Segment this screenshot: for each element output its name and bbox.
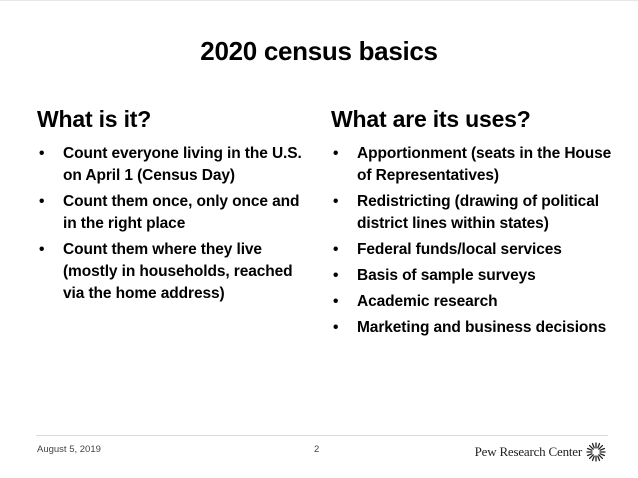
right-column (331, 105, 613, 343)
bullet-dot: • (39, 145, 45, 162)
bullet-dot: • (39, 241, 45, 258)
left-column (37, 105, 317, 309)
bullet-text: Count them once, only once and in the right place (63, 193, 300, 232)
left-bullet-list (37, 143, 317, 305)
bullet-text: Count them where they live (mostly in households, reached via the home address) (63, 241, 293, 302)
footer-divider (36, 435, 608, 436)
slide-title: 2020 census basics (200, 36, 438, 66)
bullet-dot: • (333, 319, 339, 336)
bullet-dot: • (39, 193, 45, 210)
bullet-text: Marketing and business decisions (357, 319, 607, 336)
bullet-text: Redistricting (drawing of political district lines within states) (357, 193, 599, 232)
bullet-dot: • (333, 293, 339, 310)
bullet-item (331, 191, 613, 235)
bullet-text: Academic research (357, 293, 498, 310)
page-number: 2 (314, 444, 320, 455)
right-column-heading: What are its uses? (331, 106, 531, 132)
left-column-heading: What is it? (37, 106, 152, 132)
bullet-item (331, 143, 613, 187)
bullet-dot: • (333, 267, 339, 284)
bullet-text: Apportionment (seats in the House of Representatives) (357, 145, 612, 184)
right-bullet-list (331, 143, 613, 339)
sunburst-logo-icon (586, 442, 606, 462)
bullet-dot: • (333, 193, 339, 210)
bullet-text: Basis of sample surveys (357, 267, 536, 284)
bullet-item (37, 239, 317, 305)
bullet-item (37, 191, 317, 235)
bullet-item (331, 239, 613, 261)
brand-name: Pew Research Center (474, 444, 582, 459)
bullet-text: Count everyone living in the U.S. on April 1 (Census Day) (63, 145, 302, 184)
bullet-item (331, 265, 613, 287)
bullet-text: Federal funds/local services (357, 241, 562, 258)
bullet-dot: • (333, 145, 339, 162)
footer-date: August 5, 2019 (37, 444, 101, 455)
bullet-dot: • (333, 241, 339, 258)
bullet-item (331, 317, 613, 339)
bullet-item (331, 291, 613, 313)
bullet-item (37, 143, 317, 187)
